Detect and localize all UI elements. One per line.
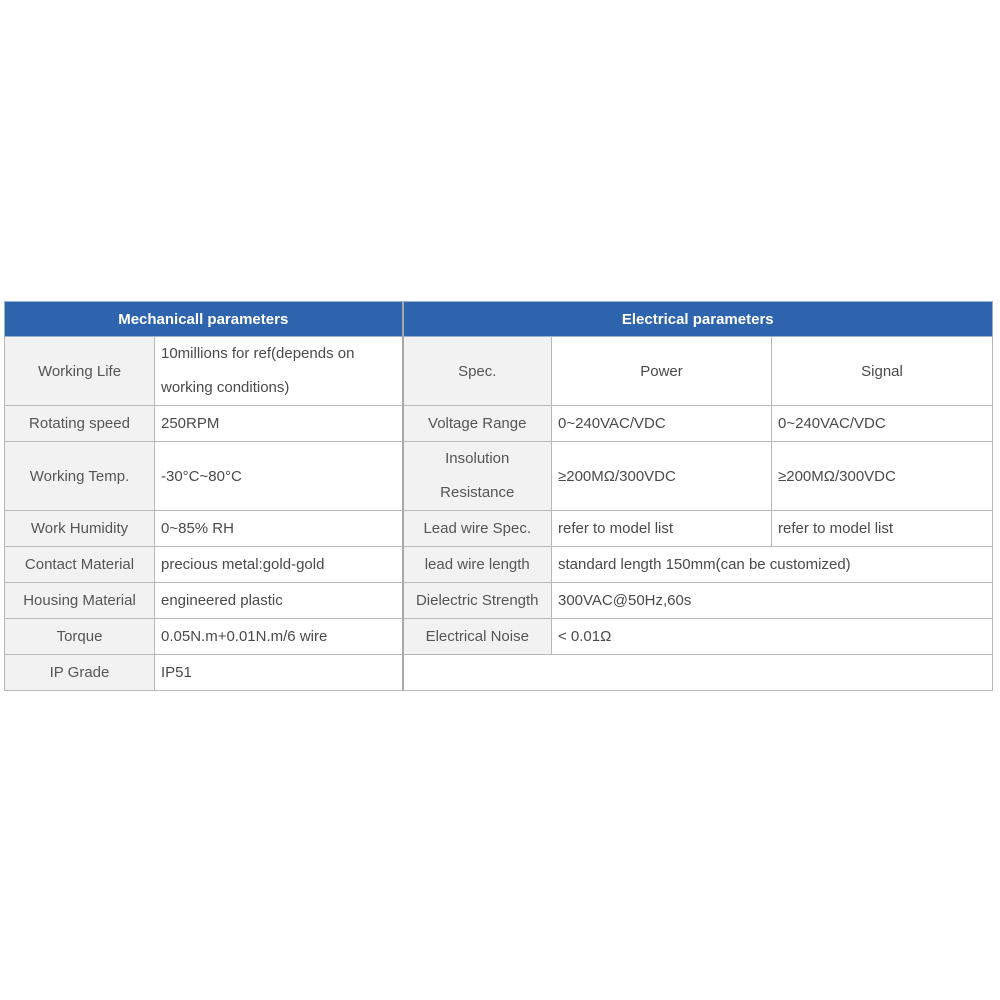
- mech-value: engineered plastic: [155, 583, 403, 619]
- table-row: [5, 583, 993, 619]
- header-row: [5, 302, 993, 337]
- power-column-header: Power: [552, 337, 772, 406]
- power-value: 0~240VAC/VDC: [552, 406, 772, 442]
- mech-value: IP51: [155, 655, 403, 691]
- table-row: [5, 337, 993, 406]
- mech-label: Housing Material: [5, 583, 155, 619]
- power-value: ≥200MΩ/300VDC: [552, 442, 772, 511]
- table-row: [5, 442, 993, 511]
- table-row: [5, 406, 993, 442]
- mech-label: Torque: [5, 619, 155, 655]
- power-value: refer to model list: [552, 511, 772, 547]
- mech-label: Contact Material: [5, 547, 155, 583]
- table-row: [5, 619, 993, 655]
- signal-column-header: Signal: [772, 337, 993, 406]
- elec-value: < 0.01Ω: [552, 619, 993, 655]
- elec-label: Dielectric Strength: [403, 583, 552, 619]
- mechanical-header: Mechanicall parameters: [5, 302, 403, 337]
- elec-value: standard length 150mm(can be customized): [552, 547, 993, 583]
- mech-value: 0~85% RH: [155, 511, 403, 547]
- mech-label: Work Humidity: [5, 511, 155, 547]
- mech-label: Rotating speed: [5, 406, 155, 442]
- elec-label: Voltage Range: [403, 406, 552, 442]
- signal-value: ≥200MΩ/300VDC: [772, 442, 993, 511]
- mech-label: Working Life: [5, 337, 155, 406]
- elec-label: Lead wire Spec.: [403, 511, 552, 547]
- table-row: [5, 547, 993, 583]
- table-row: [5, 655, 993, 691]
- elec-label: lead wire length: [403, 547, 552, 583]
- mech-value: 250RPM: [155, 406, 403, 442]
- elec-label: Electrical Noise: [403, 619, 552, 655]
- mech-label: IP Grade: [5, 655, 155, 691]
- elec-label: Spec.: [403, 337, 552, 406]
- mech-label: Working Temp.: [5, 442, 155, 511]
- mech-value: 10millions for ref(depends on working conditions): [155, 337, 403, 406]
- spec-table: [4, 301, 993, 691]
- table-row: [5, 511, 993, 547]
- empty-cell: [403, 655, 993, 691]
- signal-value: refer to model list: [772, 511, 993, 547]
- electrical-header: Electrical parameters: [403, 302, 993, 337]
- elec-label: Insolution Resistance: [403, 442, 552, 511]
- elec-value: 300VAC@50Hz,60s: [552, 583, 993, 619]
- signal-value: 0~240VAC/VDC: [772, 406, 993, 442]
- mech-value: -30°C~80°C: [155, 442, 403, 511]
- mech-value: 0.05N.m+0.01N.m/6 wire: [155, 619, 403, 655]
- mech-value: precious metal:gold-gold: [155, 547, 403, 583]
